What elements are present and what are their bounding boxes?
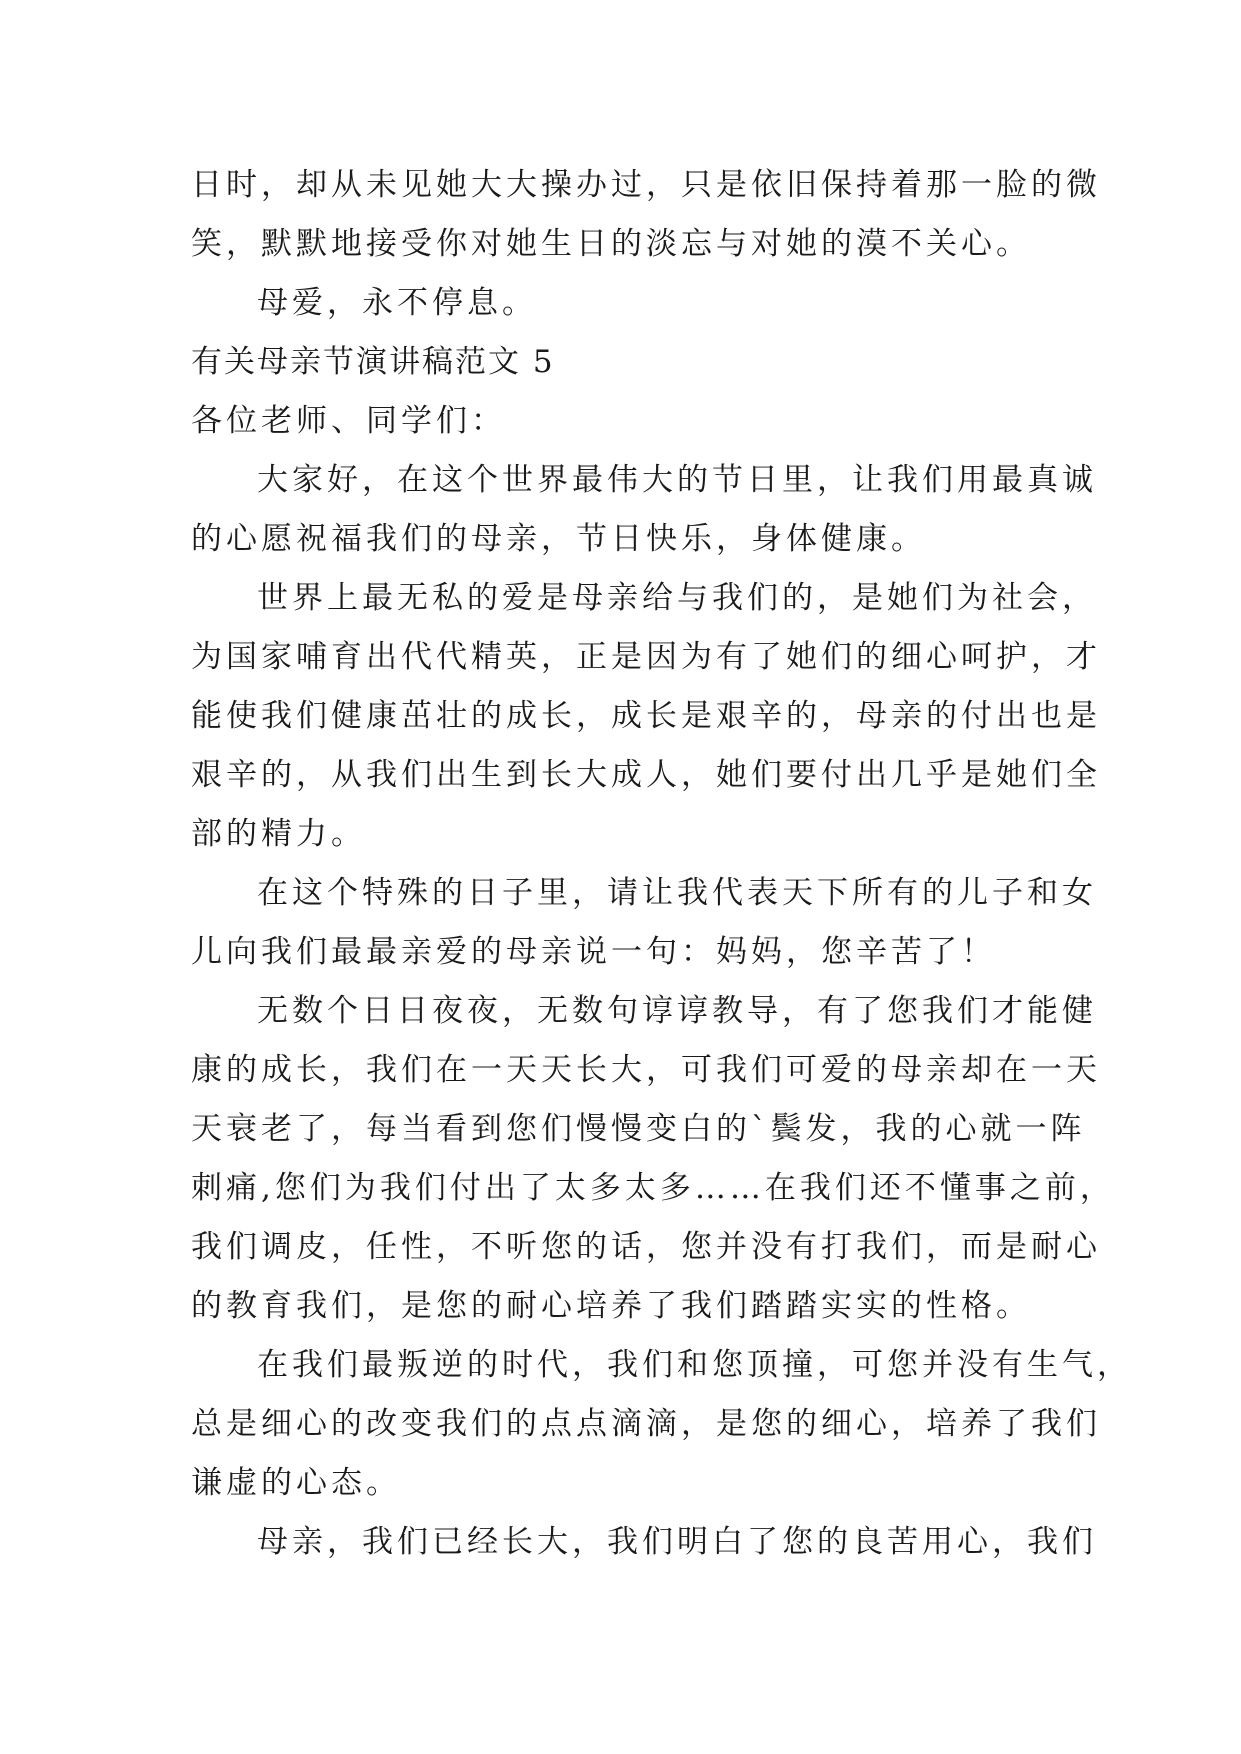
salutation: 各位老师、同学们： (191, 403, 506, 439)
section-title: 有关母亲节演讲稿范文 5 (191, 344, 555, 380)
text-line: 大家好，在这个世界最伟大的节日里，让我们用最真诚 (257, 462, 1097, 498)
text-line: 儿向我们最最亲爱的母亲说一句：妈妈，您辛苦了！ (191, 934, 996, 970)
text-line: 我们调皮，任性，不听您的话，您并没有打我们，而是耐心 (191, 1229, 1101, 1265)
document-body (191, 156, 1132, 1572)
text-line: 在这个特殊的日子里，请让我代表天下所有的儿子和女 (257, 875, 1097, 911)
text-line: 能使我们健康茁壮的成长，成长是艰辛的，母亲的付出也是 (191, 698, 1101, 734)
text-line: 无数个日日夜夜，无数句谆谆教导，有了您我们才能健 (257, 993, 1097, 1029)
text-line: 部的精力。 (191, 816, 366, 852)
text-line: 的心愿祝福我们的母亲，节日快乐，身体健康。 (191, 521, 926, 557)
text-line: 世界上最无私的爱是母亲给与我们的，是她们为社会， (257, 580, 1097, 616)
text-line: 艰辛的，从我们出生到长大成人，她们要付出几乎是她们全 (191, 757, 1101, 793)
text-line: 天衰老了，每当看到您们慢慢变白的`鬓发，我的心就一阵 (191, 1111, 1086, 1147)
text-line: 母爱，永不停息。 (257, 285, 537, 321)
text-line: 母亲，我们已经长大，我们明白了您的良苦用心，我们 (257, 1524, 1097, 1560)
text-line: 为国家哺育出代代精英，正是因为有了她们的细心呵护，才 (191, 639, 1101, 675)
text-line: 在我们最叛逆的时代，我们和您顶撞，可您并没有生气， (257, 1347, 1132, 1383)
text-line: 康的成长，我们在一天天长大，可我们可爱的母亲却在一天 (191, 1052, 1101, 1088)
text-line: 的教育我们，是您的耐心培养了我们踏踏实实的性格。 (191, 1288, 1031, 1324)
text-line: 谦虚的心态。 (191, 1465, 401, 1501)
text-line: 笑，默默地接受你对她生日的淡忘与对她的漠不关心。 (191, 226, 1031, 262)
text-line: 日时，却从未见她大大操办过，只是依旧保持着那一脸的微 (191, 167, 1101, 203)
text-line: 总是细心的改变我们的点点滴滴，是您的细心，培养了我们 (191, 1406, 1101, 1442)
text-line: 刺痛,您们为我们付出了太多太多……在我们还不懂事之前， (191, 1170, 1115, 1206)
